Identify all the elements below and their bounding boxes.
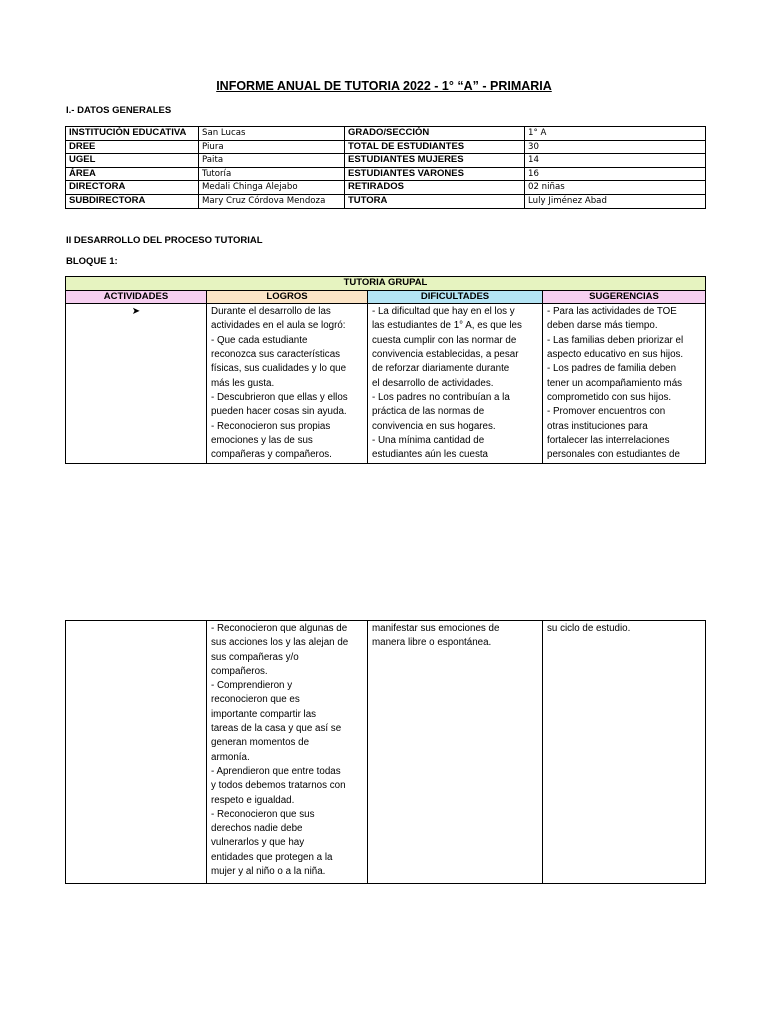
text-line: Durante el desarrollo de las [211, 306, 331, 318]
field-value: Luly Jiménez Abad [525, 194, 706, 208]
text-line: - La dificultad que hay en el los y [372, 306, 515, 318]
text-line: su ciclo de estudio. [547, 623, 631, 634]
text-line: - Los padres no contribuían a la [372, 391, 510, 403]
text-line: las estudiantes de 1° A, es que les [372, 320, 522, 332]
general-row [66, 181, 706, 195]
text-line: personales con estudiantes de [547, 449, 680, 461]
text-line: sus compañeras y/o [211, 651, 299, 663]
text-line: respeto e igualdad. [211, 794, 295, 806]
general-row [66, 154, 706, 168]
text-line: vulnerarlos y que hay [211, 837, 305, 849]
field-value: 1° A [525, 127, 706, 141]
text-line: fortalecer las interrelaciones [547, 434, 670, 446]
text-line: comprometido con sus hijos. [547, 391, 672, 403]
text-line: práctica de las normas de [372, 406, 485, 418]
field-value: Paita [199, 154, 345, 168]
header-dificultades: DIFICULTADES [368, 290, 543, 304]
header-actividades: ACTIVIDADES [66, 290, 207, 304]
logros-cell [207, 304, 368, 464]
tutoria-grupal-header: TUTORIA GRUPAL [66, 277, 706, 291]
text-line: manifestar sus emociones de [372, 623, 500, 634]
text-line: - Descubrieron que ellas y ellos [211, 391, 348, 403]
text-line: más les gusta. [211, 377, 275, 389]
field-value: 14 [525, 154, 706, 168]
text-line: sus acciones los y las alejan de [211, 637, 349, 649]
bullet-arrow-icon: ➤ [131, 306, 141, 318]
field-label: DREE [66, 140, 199, 154]
field-label: TUTORA [345, 194, 525, 208]
text-line: de reforzar diariamente durante [372, 363, 510, 375]
text-line: aspecto educativo en sus hijos. [547, 349, 684, 361]
header-logros: LOGROS [207, 290, 368, 304]
text-line: compañeros. [211, 665, 268, 677]
text-line: actividades en el aula se logró: [211, 320, 346, 332]
dificultades-cell [368, 304, 543, 464]
text-line: físicas, sus cualidades y lo que [211, 363, 347, 375]
text-line: tener un acompañamiento más [547, 377, 683, 389]
field-label: DIRECTORA [66, 181, 199, 195]
text-line: armonía. [211, 751, 250, 763]
actividades-cell-continued [66, 621, 207, 884]
sugerencias-cell [543, 304, 706, 464]
field-label: ÁREA [66, 167, 199, 181]
section-process-heading: II DESARROLLO DEL PROCESO TUTORIAL [66, 235, 263, 246]
text-line: - Aprendieron que entre todas [211, 765, 341, 777]
text-line: - Promover encuentros con [547, 406, 666, 418]
text-line: convivencia en sus hogares. [372, 420, 496, 432]
text-line: y todos debemos tratarnos con [211, 780, 346, 792]
field-value: Mary Cruz Córdova Mendoza [199, 194, 345, 208]
header-sugerencias: SUGERENCIAS [543, 290, 706, 304]
field-value: Medali Chinga Alejabo [199, 181, 345, 195]
field-value: San Lucas [199, 127, 345, 141]
text-line: - Los padres de familia deben [547, 363, 677, 375]
text-line: emociones y las de sus [211, 434, 313, 446]
actividades-cell [66, 304, 207, 464]
text-line: cuesta cumplir con las normar de [372, 334, 517, 346]
text-line: - Una mínima cantidad de [372, 434, 485, 446]
text-line: derechos nadie debe [211, 823, 303, 835]
text-line: mujer y al niño o a la niña. [211, 866, 326, 878]
general-row [66, 140, 706, 154]
sugerencias-cell-continued [543, 621, 706, 884]
field-label: GRADO/SECCIÓN [345, 127, 525, 141]
text-line: - Reconocieron que sus [211, 808, 315, 820]
text-line: deben darse más tiempo. [547, 320, 658, 332]
field-label: RETIRADOS [345, 181, 525, 195]
text-line: el desarrollo de actividades. [372, 377, 494, 389]
text-line: importante compartir las [211, 708, 317, 720]
text-line: - Reconocieron sus propias [211, 420, 331, 432]
text-line: generan momentos de [211, 737, 310, 749]
text-line: compañeras y compañeros. [211, 449, 332, 461]
tutoria-grupal-table [65, 276, 706, 464]
text-line: reconozca sus características [211, 349, 341, 361]
field-label: INSTITUCIÓN EDUCATIVA [66, 127, 199, 141]
document-title: INFORME ANUAL DE TUTORIA 2022 - 1° “A” - PRIMARIA [216, 79, 552, 93]
dificultades-cell-continued [368, 621, 543, 884]
field-label: SUBDIRECTORA [66, 194, 199, 208]
field-label: ESTUDIANTES VARONES [345, 167, 525, 181]
general-row [66, 194, 706, 208]
field-value: Piura [199, 140, 345, 154]
text-line: estudiantes aún les cuesta [372, 449, 489, 461]
text-line: - Las familias deben priorizar el [547, 334, 684, 346]
general-data-table [65, 126, 706, 209]
text-line: - Para las actividades de TOE [547, 306, 677, 318]
text-line: tareas de la casa y que así se [211, 723, 342, 735]
text-line: - Reconocieron que algunas de [211, 623, 348, 634]
text-line: otras instituciones para [547, 420, 648, 432]
field-label: TOTAL DE ESTUDIANTES [345, 140, 525, 154]
text-line: pueden hacer cosas sin ayuda. [211, 406, 347, 418]
general-row [66, 127, 706, 141]
text-line: - Que cada estudiante [211, 334, 308, 346]
text-line: - Comprendieron y [211, 680, 293, 692]
text-line: entidades que protegen a la [211, 851, 333, 863]
field-value: Tutoría [199, 167, 345, 181]
bloque-label: BLOQUE 1: [66, 256, 118, 267]
field-value: 30 [525, 140, 706, 154]
text-line: convivencia establecidas, a pesar [372, 349, 519, 361]
field-value: 02 niñas [525, 181, 706, 195]
text-line: reconocieron que es [211, 694, 300, 706]
field-label: UGEL [66, 154, 199, 168]
field-value: 16 [525, 167, 706, 181]
field-label: ESTUDIANTES MUJERES [345, 154, 525, 168]
general-row [66, 167, 706, 181]
tutoria-grupal-table-continued [65, 620, 706, 884]
logros-cell-continued [207, 621, 368, 884]
text-line: manera libre o espontánea. [372, 637, 492, 649]
section-general-heading: I.- DATOS GENERALES [66, 105, 172, 116]
